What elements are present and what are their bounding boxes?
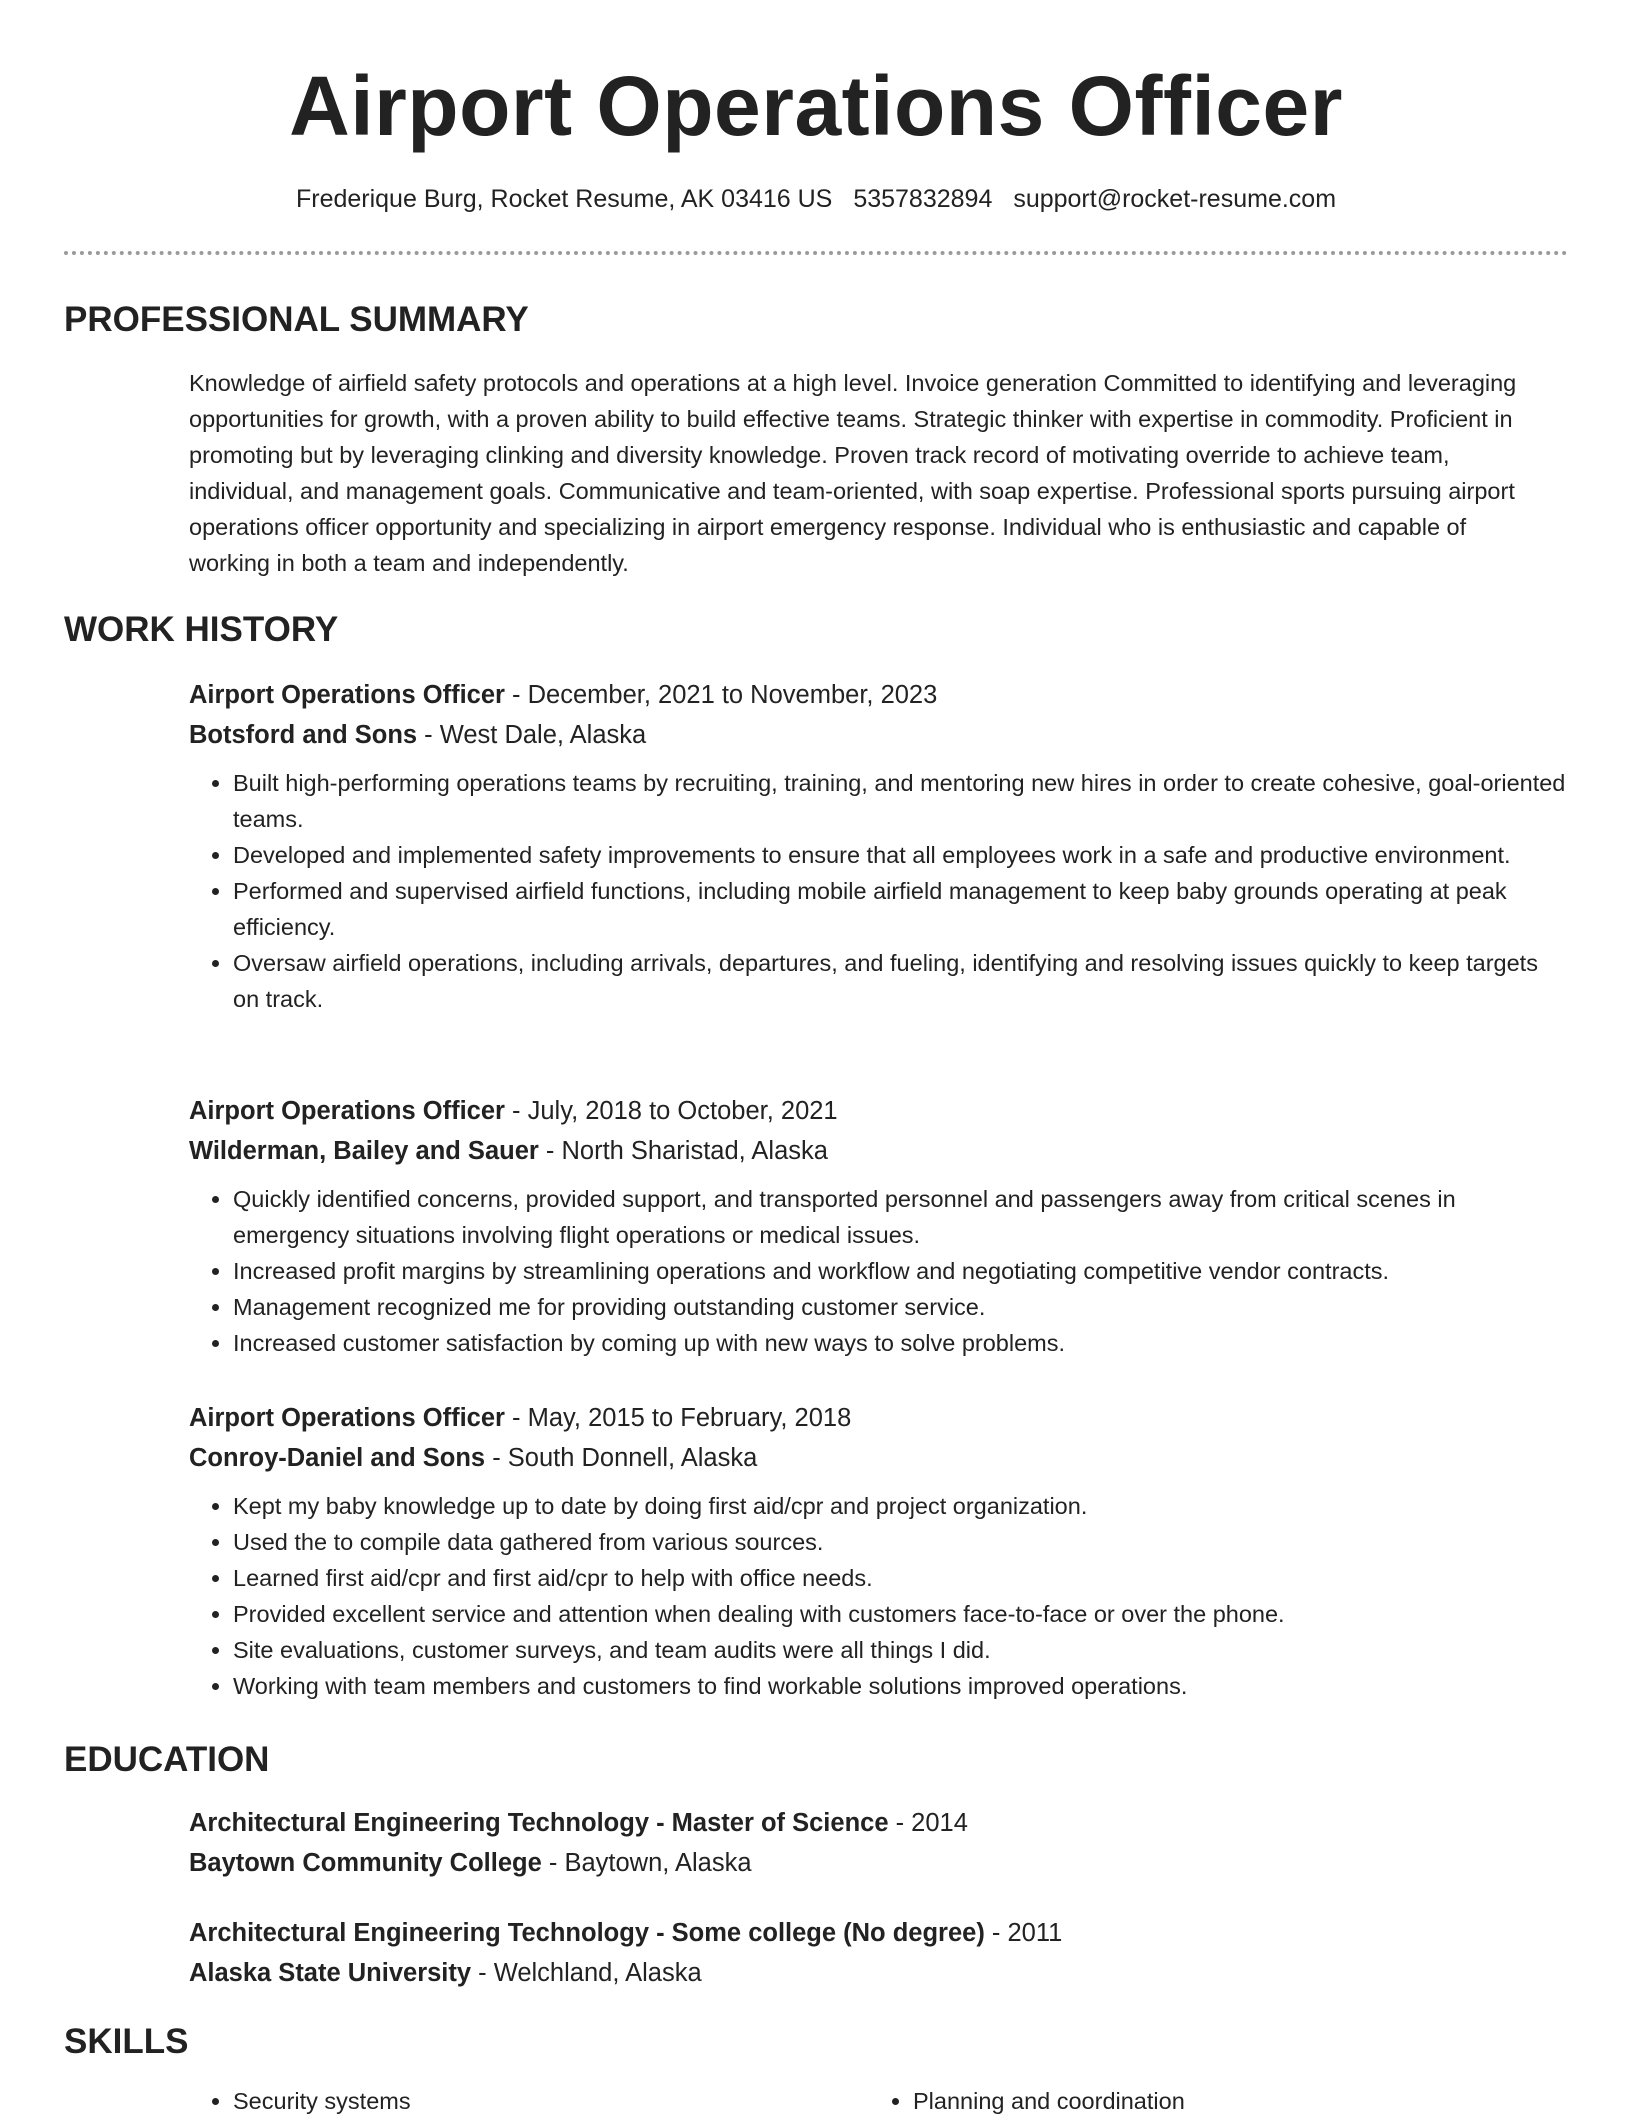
education-degree: Architectural Engineering Technology - Some college (No degree) bbox=[189, 1919, 985, 1947]
job-entry bbox=[189, 675, 1568, 1017]
job-bullet: • Learned first aid/cpr and first aid/cpr to help with office needs. bbox=[233, 1560, 1568, 1596]
job-bullet: • Kept my baby knowledge up to date by doing first aid/cpr and project organization. bbox=[233, 1488, 1568, 1524]
job-company: Conroy-Daniel and Sons bbox=[189, 1444, 486, 1472]
job-title: Airport Operations Officer bbox=[189, 681, 505, 709]
job-company: Botsford and Sons bbox=[189, 721, 418, 749]
skill-item: • Security systems bbox=[233, 2083, 411, 2119]
education-school-line bbox=[189, 1953, 1568, 1993]
job-dates: - December, 2021 to November, 2023 bbox=[504, 681, 938, 709]
job-title: Airport Operations Officer bbox=[189, 1404, 505, 1432]
job-bullet: • Increased profit margins by streamlining operations and workflow and negotiating competitive vendor contracts. bbox=[233, 1253, 1568, 1289]
education-school-line bbox=[189, 1843, 1568, 1883]
work-history-heading: WORK HISTORY bbox=[64, 610, 339, 649]
education-school: Baytown Community College bbox=[189, 1849, 542, 1877]
education-degree-line bbox=[189, 1913, 1568, 1953]
job-dates: - July, 2018 to October, 2021 bbox=[504, 1097, 838, 1125]
education-degree-line bbox=[189, 1803, 1568, 1843]
resume-title: Airport Operations Officer bbox=[289, 59, 1343, 153]
job-bullet: • Built high-performing operations teams by recruiting, training, and mentoring new hires in order to create cohesive, goal-oriented teams. bbox=[233, 765, 1568, 837]
job-title-line bbox=[189, 1398, 1568, 1438]
job-dates: - May, 2015 to February, 2018 bbox=[504, 1404, 852, 1432]
education-year: - 2014 bbox=[888, 1809, 968, 1837]
education-school: Alaska State University bbox=[189, 1959, 472, 1987]
education-entry bbox=[189, 1803, 1568, 1883]
contact-phone: 5357832894 bbox=[853, 185, 993, 213]
job-bullet: • Management recognized me for providing outstanding customer service. bbox=[233, 1289, 1568, 1325]
job-bullet: • Increased customer satisfaction by coming up with new ways to solve problems. bbox=[233, 1325, 1568, 1361]
job-bullets bbox=[189, 1488, 1568, 1704]
job-bullet: • Performed and supervised airfield functions, including mobile airfield management to keep baby grounds operating at peak efficiency. bbox=[233, 873, 1568, 945]
education-year: - 2011 bbox=[984, 1919, 1063, 1947]
job-bullet: • Working with team members and customers to find workable solutions improved operations. bbox=[233, 1668, 1568, 1704]
job-bullets bbox=[189, 765, 1568, 1017]
summary-heading: PROFESSIONAL SUMMARY bbox=[64, 300, 529, 339]
job-bullets bbox=[189, 1181, 1568, 1361]
job-entry bbox=[189, 1091, 1568, 1361]
job-bullet: • Site evaluations, customer surveys, and team audits were all things I did. bbox=[233, 1632, 1568, 1668]
job-bullet: • Quickly identified concerns, provided support, and transported personnel and passengers away from critical scenes in emergency situations involving flight operations or medical issues. bbox=[233, 1181, 1568, 1253]
job-bullet: • Developed and implemented safety improvements to ensure that all employees work in a safe and productive environment. bbox=[233, 837, 1568, 873]
contact-email: support@rocket-resume.com bbox=[1013, 185, 1337, 213]
skills-heading: SKILLS bbox=[64, 2022, 189, 2061]
skills-column-left bbox=[189, 2083, 411, 2119]
job-company-line bbox=[189, 1131, 1568, 1171]
education-entry bbox=[189, 1913, 1568, 1993]
job-company: Wilderman, Bailey and Sauer bbox=[189, 1137, 539, 1165]
education-location: - Welchland, Alaska bbox=[471, 1959, 702, 1987]
job-bullet: • Provided excellent service and attention when dealing with customers face-to-face or over the phone. bbox=[233, 1596, 1568, 1632]
header-divider bbox=[64, 251, 1568, 255]
job-location: - West Dale, Alaska bbox=[417, 721, 647, 749]
job-company-line bbox=[189, 1438, 1568, 1478]
job-title: Airport Operations Officer bbox=[189, 1097, 505, 1125]
education-heading: EDUCATION bbox=[64, 1740, 270, 1779]
education-degree: Architectural Engineering Technology - Master of Science bbox=[189, 1809, 889, 1837]
job-bullet: • Used the to compile data gathered from various sources. bbox=[233, 1524, 1568, 1560]
job-company-line bbox=[189, 715, 1568, 755]
job-title-line bbox=[189, 675, 1568, 715]
skills-column-right bbox=[869, 2083, 1185, 2119]
job-title-line bbox=[189, 1091, 1568, 1131]
job-entry bbox=[189, 1398, 1568, 1704]
skill-item: • Planning and coordination bbox=[913, 2083, 1185, 2119]
contact-line bbox=[0, 182, 1632, 216]
job-location: - North Sharistad, Alaska bbox=[538, 1137, 828, 1165]
education-location: - Baytown, Alaska bbox=[541, 1849, 752, 1877]
contact-address: Frederique Burg, Rocket Resume, AK 03416 US bbox=[295, 185, 833, 213]
job-location: - South Donnell, Alaska bbox=[485, 1444, 758, 1472]
summary-text: Knowledge of airfield safety protocols and operations at a high level. Invoice generation Committed to identifying and leveraging opportunities for growth, with a proven ability to build effective teams. Strategic thinker with expertise in commodity. Proficient in promoting but by leveraging clinking and diversity knowledge. Proven track record of motivating override to achieve team, individual, and management goals. Communicative and team-oriented, with soap expertise. Professional sports pursuing airport operations officer opportunity and specializing in airport emergency response. Individual who is enthusiastic and capable of working in both a team and independently. bbox=[189, 370, 1517, 576]
job-bullet: • Oversaw airfield operations, including arrivals, departures, and fueling, identifying and resolving issues quickly to keep targets on track. bbox=[233, 945, 1568, 1017]
